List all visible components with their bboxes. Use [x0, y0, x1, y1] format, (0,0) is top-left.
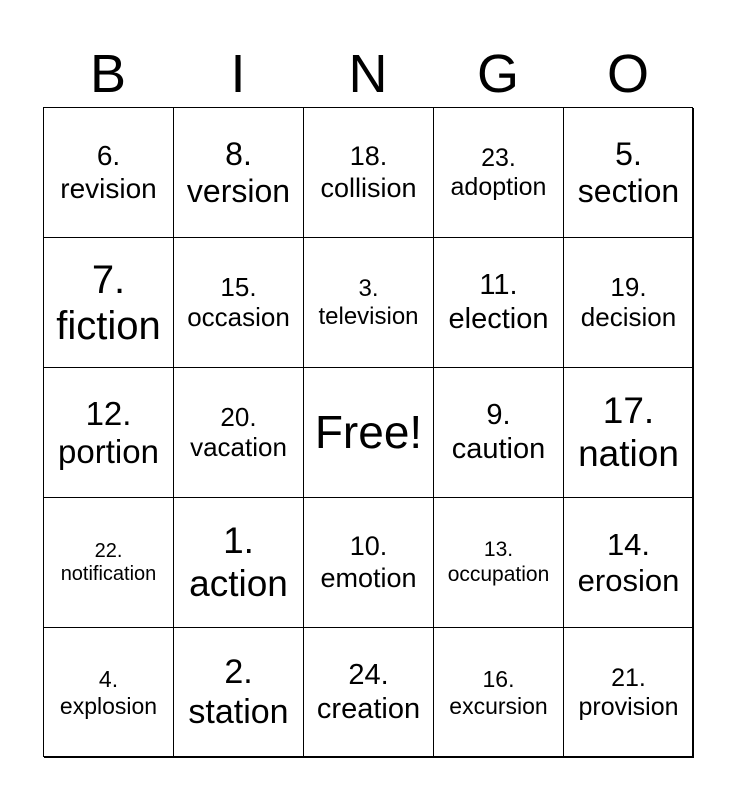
bingo-cell[interactable]	[304, 628, 434, 758]
cell-word: nation	[578, 432, 679, 474]
bingo-cell[interactable]	[564, 368, 694, 498]
bingo-cell[interactable]	[304, 108, 434, 238]
cell-word: creation	[316, 692, 421, 725]
cell-number: 1.	[223, 519, 254, 561]
cell-number: 21.	[611, 663, 646, 692]
cell-word: occupation	[447, 562, 550, 586]
free-space-label: Free!	[314, 406, 423, 459]
bingo-cell[interactable]	[564, 108, 694, 238]
cell-word: station	[188, 692, 289, 731]
cell-number: 19.	[610, 271, 647, 302]
free-space[interactable]	[304, 368, 434, 498]
header-letter-n: N	[348, 44, 388, 104]
cell-word: excursion	[449, 692, 548, 719]
bingo-cell[interactable]	[174, 628, 304, 758]
cell-number: 9.	[486, 399, 511, 432]
bingo-card-grid	[43, 107, 693, 757]
cell-word: notification	[60, 562, 157, 585]
cell-number: 2.	[224, 653, 253, 692]
cell-number: 7.	[91, 257, 126, 302]
cell-number: 5.	[615, 135, 642, 172]
bingo-cell[interactable]	[44, 108, 174, 238]
cell-word: election	[448, 302, 549, 335]
cell-number: 12.	[85, 394, 132, 432]
cell-word: provision	[578, 692, 679, 721]
cell-number: 11.	[479, 269, 518, 302]
cell-word: explosion	[59, 692, 158, 719]
bingo-cell[interactable]	[434, 108, 564, 238]
header-letter-o: O	[606, 44, 649, 104]
header-letter-i: I	[230, 44, 246, 104]
cell-word: erosion	[577, 562, 680, 598]
bingo-cell[interactable]	[44, 498, 174, 628]
header-letter-b: B	[89, 44, 127, 104]
cell-number: 18.	[349, 141, 388, 172]
cell-number: 15.	[220, 271, 257, 302]
bingo-cell[interactable]	[434, 498, 564, 628]
cell-number: 14.	[606, 526, 651, 562]
bingo-cell[interactable]	[434, 628, 564, 758]
cell-word: occasion	[187, 301, 290, 332]
cell-word: portion	[58, 432, 159, 470]
cell-number: 6.	[96, 140, 121, 172]
cell-word: fiction	[56, 303, 161, 348]
bingo-cell[interactable]	[434, 368, 564, 498]
bingo-cell[interactable]	[174, 108, 304, 238]
cell-word: version	[186, 172, 291, 209]
bingo-cell[interactable]	[44, 628, 174, 758]
cell-word: decision	[580, 301, 677, 332]
bingo-cell[interactable]	[564, 498, 694, 628]
cell-number: 20.	[220, 401, 257, 432]
bingo-cell[interactable]	[564, 628, 694, 758]
cell-number: 17.	[602, 389, 655, 431]
bingo-header	[43, 44, 693, 104]
cell-number: 24.	[348, 659, 389, 692]
cell-word: collision	[320, 172, 417, 203]
cell-number: 16.	[482, 666, 515, 693]
bingo-cell[interactable]	[174, 368, 304, 498]
bingo-cell[interactable]	[44, 238, 174, 368]
cell-word: television	[318, 302, 419, 330]
bingo-cell[interactable]	[174, 498, 304, 628]
cell-word: adoption	[450, 172, 547, 201]
cell-word: vacation	[190, 431, 287, 462]
cell-word: caution	[451, 432, 546, 465]
bingo-cell[interactable]	[304, 498, 434, 628]
header-letter-g: G	[476, 44, 519, 104]
bingo-cell[interactable]	[174, 238, 304, 368]
cell-number: 8.	[225, 135, 252, 172]
cell-number: 22.	[94, 539, 123, 562]
bingo-cell[interactable]	[44, 368, 174, 498]
cell-number: 4.	[98, 666, 119, 693]
cell-number: 10.	[349, 531, 388, 562]
bingo-cell[interactable]	[434, 238, 564, 368]
cell-word: action	[189, 562, 288, 604]
cell-number: 3.	[358, 274, 379, 302]
cell-number: 23.	[481, 143, 516, 172]
cell-word: section	[577, 172, 680, 209]
cell-number: 13.	[483, 538, 514, 562]
bingo-cell[interactable]	[564, 238, 694, 368]
cell-word: emotion	[320, 562, 417, 593]
bingo-cell[interactable]	[304, 238, 434, 368]
cell-word: revision	[60, 172, 157, 204]
